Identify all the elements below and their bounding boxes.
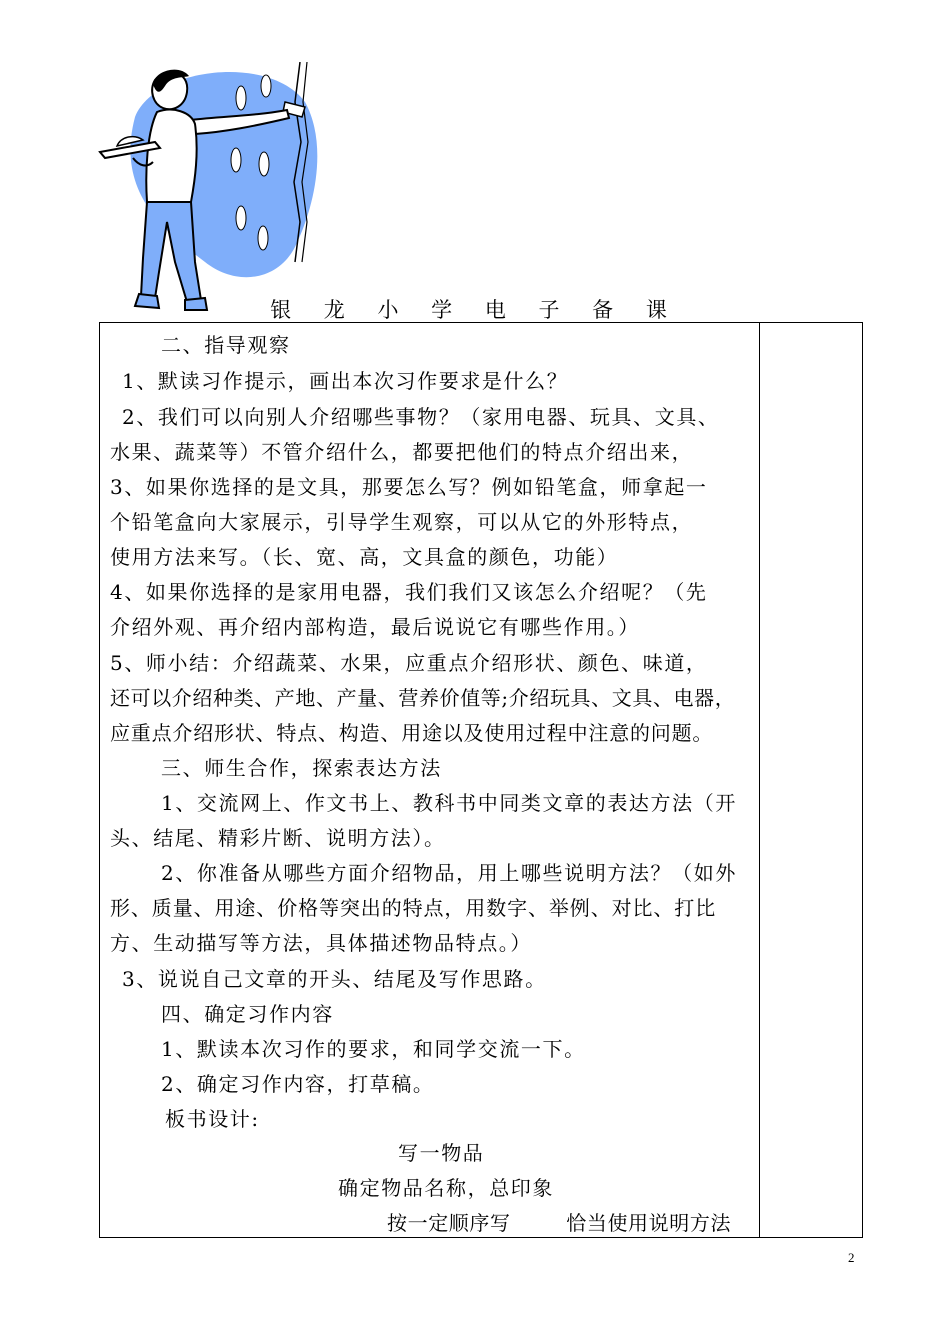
- text-line: 还可以介绍种类、产地、产量、营养价值等;介绍玩具、文具、电器，: [110, 686, 736, 710]
- text-line: 2、你准备从哪些方面介绍物品，用上哪些说明方法？（如外: [161, 861, 737, 885]
- text-line: 2、确定习作内容，打草稿。: [161, 1072, 435, 1096]
- painter-clipart-image: [95, 62, 335, 320]
- text-line: 3、说说自己文章的开头、结尾及写作思路。: [122, 967, 547, 991]
- text-line: 2、我们可以向别人介绍哪些事物？（家用电器、玩具、文具、: [122, 405, 720, 429]
- header-title: 银 龙 小 学 电 子 备 课: [270, 298, 680, 322]
- board-design-label: 板书设计:: [165, 1107, 260, 1131]
- text-line: 水果、蔬菜等）不管介绍什么，都要把他们的特点介绍出来，: [110, 440, 694, 464]
- text-line: 介绍外观、再介绍内部构造，最后说说它有哪些作用。）: [110, 615, 640, 639]
- text-line: 个铅笔盒向大家展示，引导学生观察，可以从它的外形特点，: [110, 510, 694, 534]
- section-heading: 三、师生合作，探索表达方法: [161, 756, 442, 780]
- text-line: 形、质量、用途、价格等突出的特点，用数字、举例、对比、打比: [110, 896, 717, 920]
- text-line: 应重点介绍形状、特点、构造、用途以及使用过程中注意的问题。: [110, 721, 714, 745]
- text-line: 5、师小结：介绍蔬菜、水果，应重点介绍形状、颜色、味道，: [110, 651, 708, 675]
- section-heading: 二、指导观察: [161, 333, 291, 357]
- page-number: 2: [848, 1250, 855, 1265]
- text-line: 方、生动描写等方法，具体描述物品特点。）: [110, 931, 532, 955]
- text-line: 头、结尾、精彩片断、说明方法）。: [110, 826, 446, 850]
- text-line: 1、交流网上、作文书上、教科书中同类文章的表达方法（开: [161, 791, 737, 815]
- board-design-title: 写一物品: [398, 1141, 485, 1165]
- lesson-plan-table: [99, 322, 863, 1238]
- board-design-line: 按一定顺序写 恰当使用说明方法: [387, 1211, 732, 1235]
- board-design-line: 确定物品名称，总印象: [338, 1176, 554, 1200]
- text-line: 3、如果你选择的是文具，那要怎么写？例如铅笔盒，师拿起一: [110, 475, 708, 499]
- text-line: 使用方法来写。（长、宽、高，文具盒的颜色，功能）: [110, 545, 619, 569]
- text-line: 1、默读习作提示，画出本次习作要求是什么？: [122, 369, 569, 393]
- column-divider: [759, 323, 760, 1237]
- lesson-content-cell: [100, 323, 759, 1237]
- text-line: 4、如果你选择的是家用电器，我们我们又该怎么介绍呢？（先: [110, 580, 708, 604]
- text-line: 1、默读本次习作的要求，和同学交流一下。: [161, 1037, 586, 1061]
- section-heading: 四、确定习作内容: [161, 1002, 334, 1026]
